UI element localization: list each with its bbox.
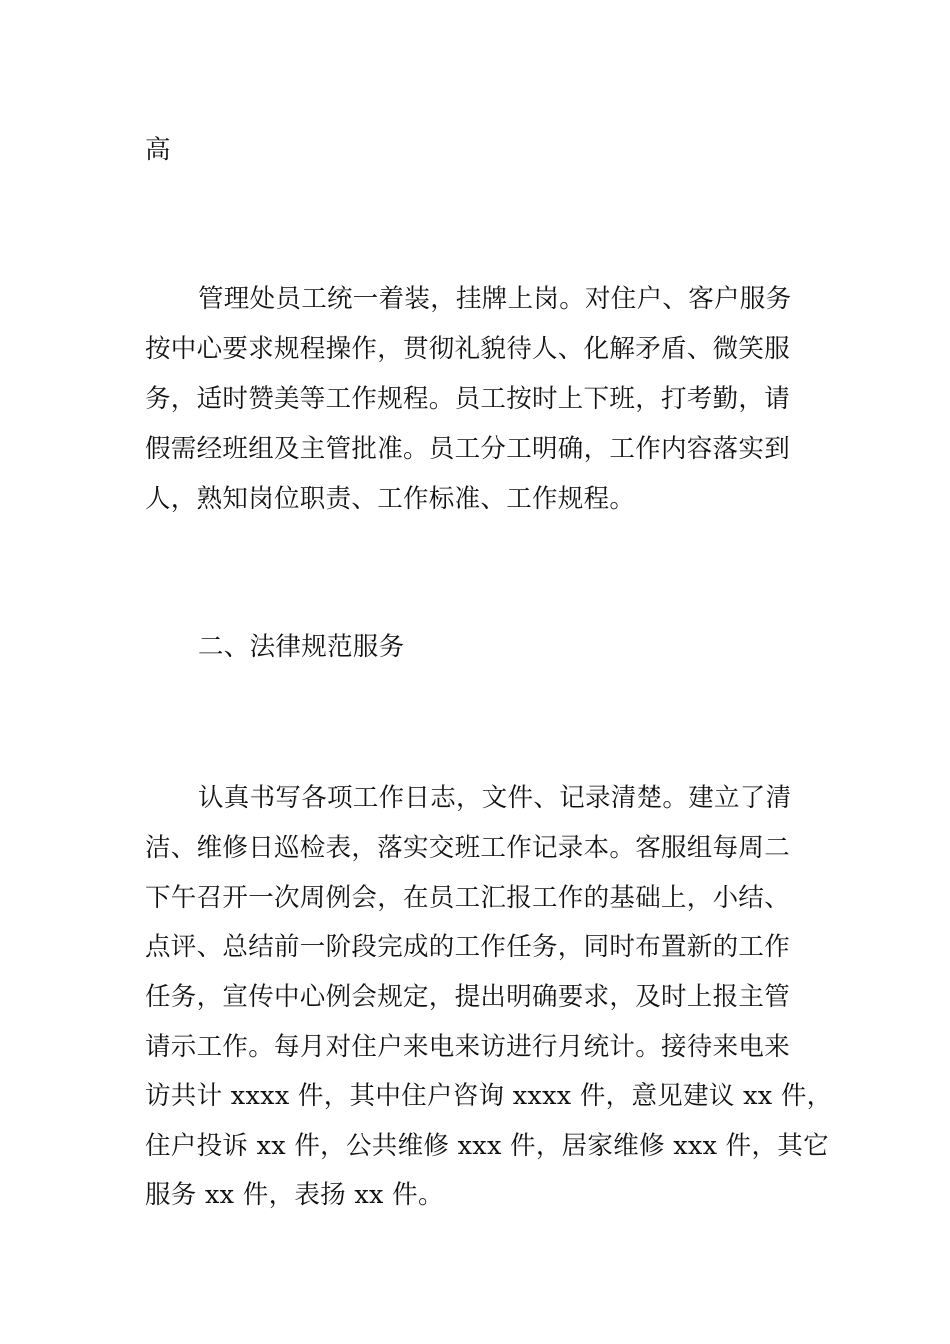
paragraph-line: 洁、维修日巡检表，落实交班工作记录本。客服组每周二: [145, 833, 791, 863]
paragraph-line: 住户投诉 xx 件，公共维修 xxx 件，居家维修 xxx 件，其它: [145, 1131, 829, 1161]
paragraph-line: 服务 xx 件，表扬 xx 件。: [145, 1180, 444, 1210]
paragraph-line: 访共计 xxxx 件，其中住户咨询 xxxx 件，意见建议 xx 件，: [145, 1081, 833, 1111]
paragraph-line: 点评、总结前一阶段完成的工作任务，同时布置新的工作: [145, 932, 791, 962]
paragraph-line: 请示工作。每月对住户来电来访进行月统计。接待来电来: [145, 1032, 791, 1062]
paragraph-line: 认真书写各项工作日志，文件、记录清楚。建立了清: [198, 783, 792, 813]
paragraph-line: 任务，宣传中心例会规定，提出明确要求，及时上报主管: [145, 982, 791, 1012]
paragraph-line: 假需经班组及主管批准。员工分工明确，工作内容落实到: [145, 434, 791, 464]
paragraph-line: 下午召开一次周例会，在员工汇报工作的基础上，小结、: [145, 883, 791, 913]
text-fragment-top: 高: [145, 135, 171, 165]
paragraph-line: 人，熟知岗位职责、工作标准、工作规程。: [145, 484, 636, 514]
paragraph-line: 按中心要求规程操作，贯彻礼貌待人、化解矛盾、微笑服: [145, 334, 791, 364]
paragraph-line: 管理处员工统一着装，挂牌上岗。对住户、客户服务: [198, 284, 792, 314]
paragraph-line: 务，适时赞美等工作规程。员工按时上下班，打考勤，请: [145, 384, 791, 414]
section-heading-legal-service: 二、法律规范服务: [198, 632, 405, 662]
